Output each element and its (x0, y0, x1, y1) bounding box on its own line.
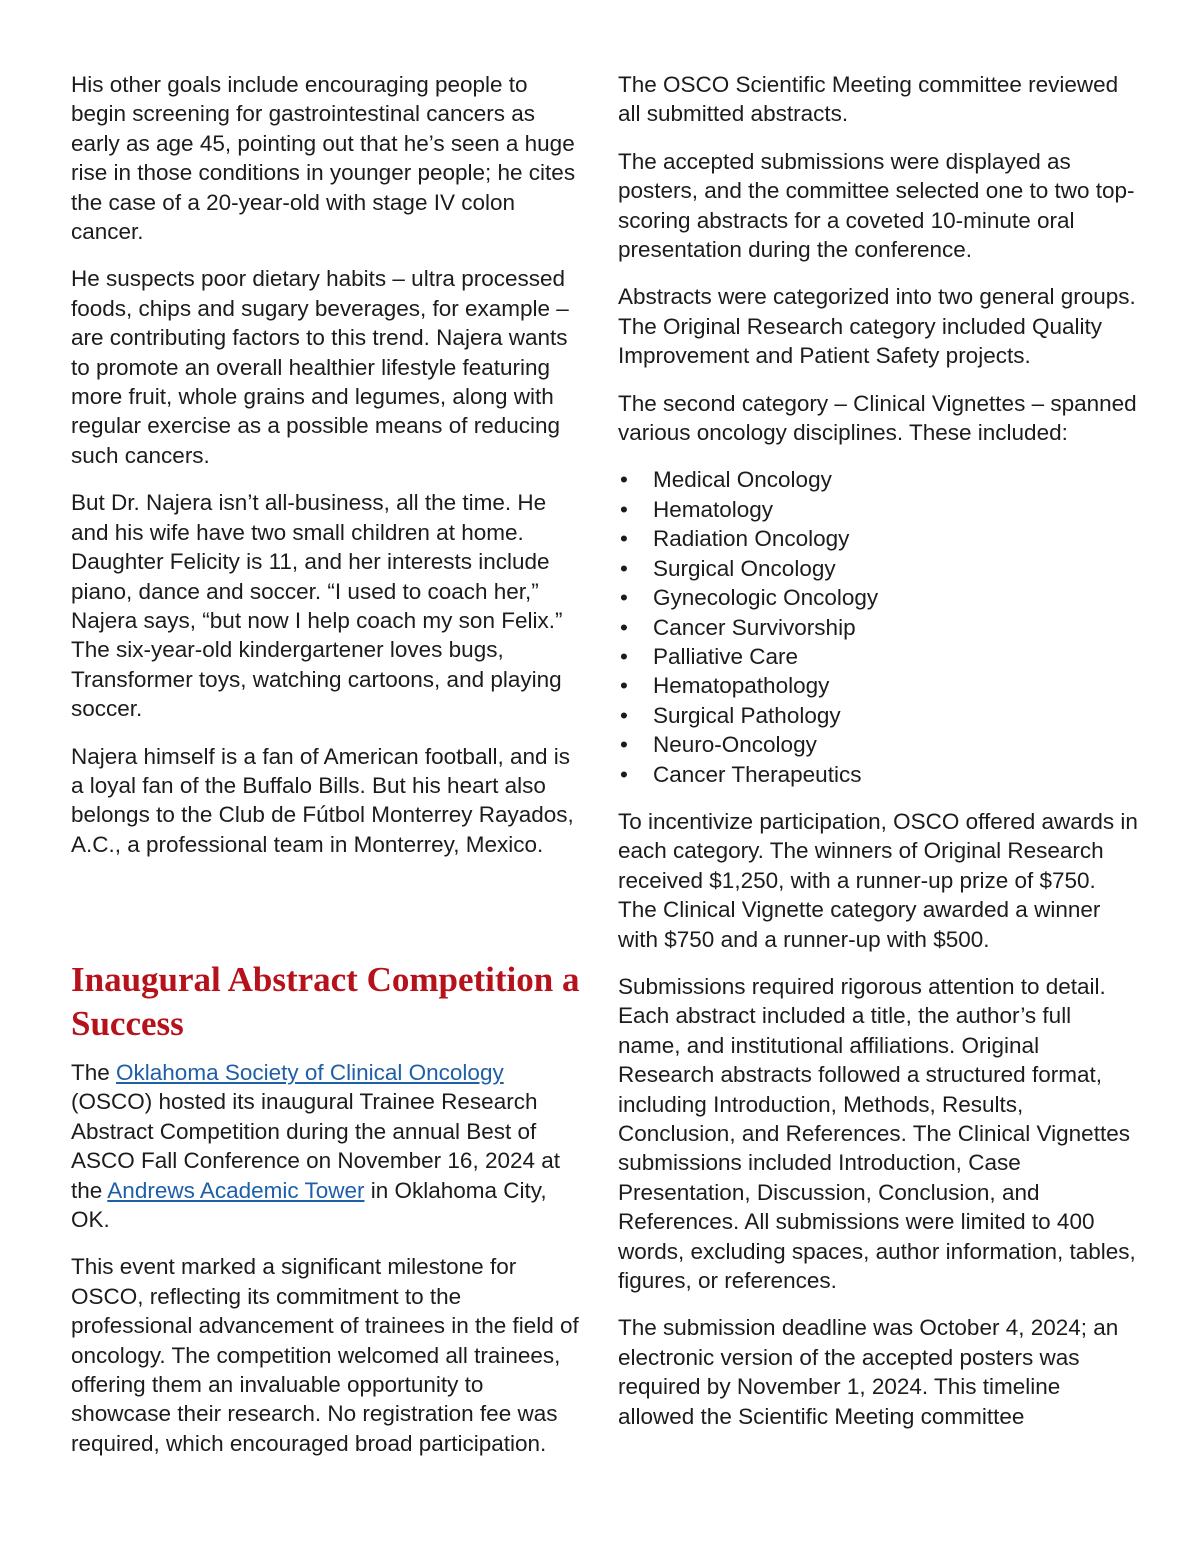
osco-link[interactable]: Oklahoma Society of Clinical Oncology (116, 1060, 504, 1085)
list-item (618, 701, 1138, 730)
list-item (618, 613, 1138, 642)
list-item (618, 495, 1138, 524)
list-item (618, 760, 1138, 789)
bullet-icon: • (620, 732, 628, 758)
list-item (618, 730, 1138, 759)
discipline-label: Surgical Oncology (653, 555, 836, 581)
paragraph-family: But Dr. Najera isn’t all-business, all the time. He and his wife have two small children at home. Daughter Felicity is 11, and her interests include piano, dance and soccer. “I used to coach her,” Najera says, “but now I help coach my son Felix.” The six-year-old kindergartener loves bugs, Transformer toys, watching cartoons, and playing soccer. (71, 490, 563, 722)
paragraph-dietary-habits: He suspects poor dietary habits – ultra processed foods, chips and sugary beverages, for example – are contributing factors to this trend. Najera wants to promote an overall healthier lifestyle featuring more fruit, whole grains and legumes, along with regular exercise as a possible means of reducing such cancers. (71, 266, 569, 468)
paragraph-posters: The accepted submissions were displayed as posters, and the committee selected one to two top-scoring abstracts for a coveted 10-minute oral presentation during the conference. (618, 148, 1135, 263)
discipline-label: Cancer Therapeutics (653, 761, 862, 787)
list-item (618, 524, 1138, 553)
discipline-label: Surgical Pathology (653, 702, 841, 728)
discipline-label: Gynecologic Oncology (653, 585, 879, 611)
paragraph-awards: To incentivize participation, OSCO offered awards in each category. The winners of Original Research received $1,250, with a runner-up prize of $750. The Clinical Vignette category awarded a winner with $750 and a runner-up with $500. (618, 808, 1138, 952)
left-column (71, 70, 586, 877)
paragraph-football: Najera himself is a fan of American football, and is a loyal fan of the Buffalo Bills. But his heart also belongs to the Club de Fútbol Monterrey Rayados, A.C., a professional team in Monterrey, Mexico. (71, 743, 574, 857)
paragraph-categories: Abstracts were categorized into two general groups. The Original Research category included Quality Improvement and Patient Safety projects. (618, 284, 1136, 369)
paragraph-screening-goals: His other goals include encouraging people to begin screening for gastrointestinal cancers as early as age 45, pointing out that he’s seen a huge rise in those conditions in younger people; he cites the case of a 20-year-old with stage IV colon cancer. (71, 72, 576, 245)
bullet-icon: • (620, 555, 628, 581)
intro-prefix: The (71, 1060, 117, 1085)
disciplines-list (618, 465, 1138, 788)
discipline-label: Neuro-Oncology (653, 732, 817, 758)
list-item (618, 583, 1138, 612)
discipline-label: Palliative Care (653, 643, 799, 669)
paragraph-submission-requirements: Submissions required rigorous attention to detail. Each abstract included a title, the author’s full name, and institutional affiliations. Original Research abstracts followed a structured format, including Introduction, Methods, Results, Conclusion, and References. The Clinical Vignettes submissions included Introduction, Case Presentation, Discussion, Conclusion, and References. All submissions were limited to 400 words, excluding spaces, author information, tables, figures, or references. (618, 973, 1136, 1294)
paragraph-committee-reviewed: The OSCO Scientific Meeting committee reviewed all submitted abstracts. (618, 72, 1119, 127)
paragraph-deadline: The submission deadline was October 4, 2024; an electronic version of the accepted posters was required by November 1, 2024. This timeline allowed the Scientific Meeting committee (618, 1315, 1119, 1429)
article-milestone-paragraph: This event marked a significant milestone for OSCO, reflecting its commitment to the professional advancement of trainees in the field of oncology. The competition welcomed all trainees, offering them an invaluable opportunity to showcase their research. No registration fee was required, which encouraged broad participation. (71, 1254, 579, 1456)
list-item (618, 554, 1138, 583)
discipline-label: Hematology (653, 496, 774, 522)
bullet-icon: • (620, 467, 628, 493)
list-item (618, 671, 1138, 700)
bullet-icon: • (620, 496, 628, 522)
article-heading: Inaugural Abstract Competition a Success (71, 960, 580, 1043)
article-body-left (71, 1058, 586, 1476)
right-column (618, 70, 1138, 1449)
list-item (618, 465, 1138, 494)
discipline-label: Cancer Survivorship (653, 614, 856, 640)
article-intro-paragraph (71, 1058, 586, 1234)
intro-middle: (OSCO) hosted its inaugural Trainee Research Abstract Competition during the annual Best of ASCO Fall Conference on November 16, 2024 at the (71, 1089, 561, 1203)
bullet-icon: • (620, 761, 628, 787)
discipline-label: Medical Oncology (653, 467, 832, 493)
bullet-icon: • (620, 585, 628, 611)
bullet-icon: • (620, 526, 628, 552)
discipline-label: Hematopathology (653, 673, 830, 699)
bullet-icon: • (620, 673, 628, 699)
discipline-label: Radiation Oncology (653, 526, 850, 552)
bullet-icon: • (620, 702, 628, 728)
intro-suffix: in Oklahoma City, OK. (71, 1177, 547, 1233)
andrews-academic-tower-link[interactable]: Andrews Academic Tower (107, 1177, 365, 1203)
list-item (618, 642, 1138, 671)
bullet-icon: • (620, 643, 628, 669)
bullet-icon: • (620, 614, 628, 640)
paragraph-second-category: The second category – Clinical Vignettes – spanned various oncology disciplines. These included: (618, 390, 1137, 446)
